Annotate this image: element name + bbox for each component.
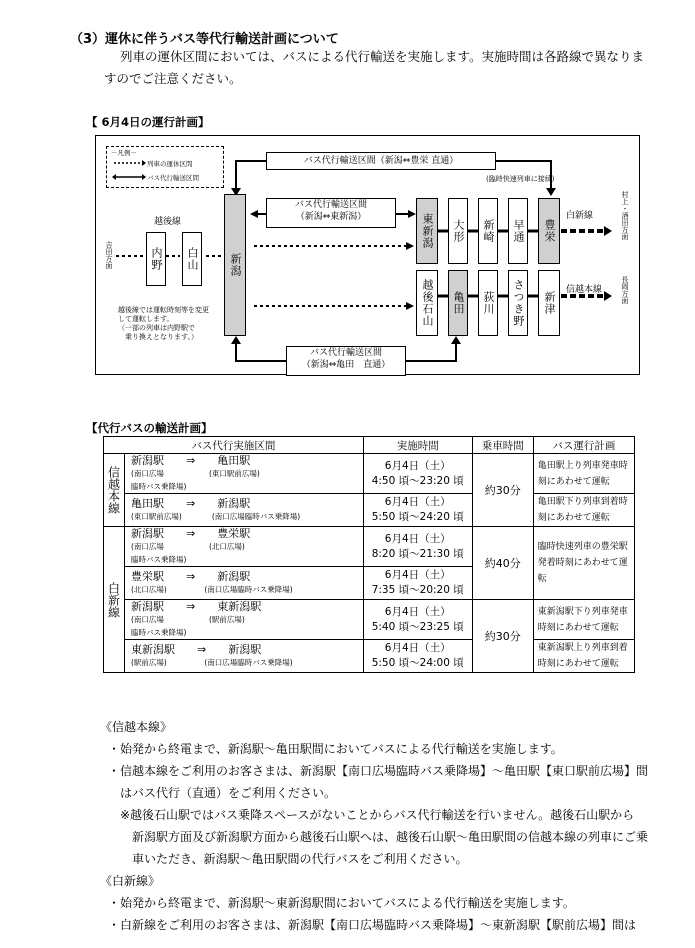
shinetsu-notes-title: 《信越本線》: [100, 720, 173, 734]
bus-table: [103, 436, 635, 673]
route-from: 豊栄駅: [131, 570, 164, 583]
extra-sub: 臨時バス乗降場): [131, 555, 187, 564]
station-niizaki: 新崎: [478, 198, 498, 264]
route-cell: [125, 640, 364, 673]
date: 6月4日（土）: [384, 459, 451, 472]
to-sub: (南口広場臨時バス乗降場): [204, 658, 293, 667]
murakami-direction: 村上・酒田方面: [621, 191, 629, 240]
station-toyosaka: 豊栄: [538, 198, 560, 264]
route-from: 亀田駅: [131, 497, 164, 510]
col-header-plan: バス運行計画: [533, 437, 634, 454]
station-hayadori: 早通: [508, 198, 528, 264]
schedule-heading: 【 6月4日の運行計画】: [86, 115, 210, 129]
station-hakusan: 白山: [182, 232, 202, 286]
plan-line: 時刻にあわせて運転: [537, 659, 619, 669]
shinetsu-note-2: ・信越本線をご利用のお客さまは、新潟駅【南口広場臨時バス乗降場】～亀田駅【東口駅前広場】間: [108, 764, 649, 778]
col-header-section: バス代行実施区間: [104, 437, 364, 454]
bottom-bus-line1: バス代行輸送区間: [309, 348, 382, 358]
table-row: [104, 454, 635, 494]
ride-cell: 約30分: [472, 600, 533, 673]
col-header-ride: 乗車時間: [472, 437, 533, 454]
time: 5:40 頃～23:25 頃: [371, 620, 464, 633]
echigo-note-4: 乗り換えとなります。）: [118, 333, 198, 341]
plan-line: 東新潟駅上り列車到着: [537, 643, 628, 653]
mid-bus-line1: バス代行輸送区間: [294, 200, 367, 210]
plan-line: 亀田駅上り列車発車時: [537, 460, 628, 471]
station-satsukino: さつき野: [508, 270, 528, 336]
arrow: ⇒: [186, 527, 196, 540]
time-cell: [363, 494, 472, 527]
echigo-note-2: して運転します。: [118, 315, 174, 323]
route-to: 東新潟駅: [217, 600, 262, 613]
to-sub: (南口広場臨時バス乗降場): [211, 512, 301, 521]
from-sub: (南口広場: [131, 469, 164, 478]
echigo-note-3: （一部の列車は内野駅で: [118, 324, 195, 332]
route-to: 新潟駅: [228, 643, 262, 656]
route-from: 東新潟駅: [131, 643, 175, 656]
route-to: 新潟駅: [217, 497, 251, 510]
table-row: [104, 527, 635, 567]
arrow: ⇒: [186, 570, 196, 583]
echigo-line-label: 越後線: [154, 217, 182, 227]
date: 6月4日（土）: [384, 496, 451, 508]
route-cell: [125, 494, 364, 527]
time-cell: [363, 454, 472, 494]
bottom-bus-label: [286, 346, 406, 376]
plan-line: 転: [537, 574, 547, 584]
table-row: [104, 494, 635, 527]
plan-cell: [533, 527, 634, 600]
shinetsu-notes: [100, 716, 648, 936]
from-sub: (南口広場: [131, 615, 164, 624]
route-to: 豊栄駅: [217, 527, 251, 540]
legend-item-bus: バス代行輸送区間: [147, 174, 199, 182]
station-ogikawa: 荻川: [478, 270, 498, 336]
from-sub: (北口広場): [131, 585, 167, 594]
date: 6月4日（土）: [384, 642, 451, 654]
from-sub: (駅前広場): [131, 658, 167, 667]
route-cell: [125, 527, 364, 567]
route-from: 新潟駅: [131, 454, 164, 467]
plan-cell: [533, 600, 634, 640]
date: 6月4日（土）: [384, 605, 451, 618]
plan-line: 刻にあわせて運転: [537, 513, 610, 523]
from-sub: (南口広場: [131, 542, 164, 551]
intro-line-1: 列車の運休区間においては、バスによる代行輸送を実施します。実施時間は各路線で異なりま: [120, 49, 645, 64]
legend-title: －凡例－: [111, 149, 137, 157]
time-cell: [363, 600, 472, 640]
time: 4:50 頃～23:20 頃: [371, 474, 464, 487]
route-cell: [125, 600, 364, 640]
arrow: ⇒: [186, 497, 196, 510]
arrow: ⇒: [186, 600, 196, 613]
to-sub: (東口駅前広場): [208, 469, 260, 478]
intro-line-2: すのでご注意ください。: [104, 71, 242, 86]
shinetsu-note-4: ※越後石山駅ではバス乗降スペースがないことからバス代行輸送を行いません。越後石山駅から: [108, 808, 635, 822]
extra-sub: 臨時バス乗降場): [131, 482, 187, 491]
route-from: 新潟駅: [131, 600, 164, 613]
plan-line: 東新潟駅下り列車発車: [537, 606, 628, 617]
shinetsu-line-label: 信越本線: [566, 285, 603, 295]
extra-sub: 臨時バス乗降場): [131, 628, 187, 637]
ride-cell: 約40分: [472, 527, 533, 600]
shinetsu-note-3: はバス代行（直通）をご利用ください。: [108, 786, 337, 800]
echigo-note: [118, 306, 209, 342]
line-shinetsu: 信越本線: [104, 454, 125, 527]
to-sub: (駅前広場): [208, 615, 245, 624]
to-sub: (南口広場臨時バス乗降場): [204, 585, 293, 594]
time: 5:50 頃～24:20 頃: [371, 511, 464, 523]
route-to: 亀田駅: [217, 454, 251, 467]
nagaoka-direction: 長岡方面: [621, 276, 629, 304]
route-cell: [125, 454, 364, 494]
table-header-row: [104, 437, 635, 454]
plan-cell: [533, 454, 634, 494]
shinetsu-note-1: ・始発から終電まで、新潟駅～亀田駅間においてバスによる代行輸送を実施します。: [108, 742, 563, 756]
station-uchino: 内野: [146, 232, 166, 286]
legend-item-suspended: 列車の運休区間: [147, 160, 193, 168]
route-cell: [125, 567, 364, 600]
route-from: 新潟駅: [131, 527, 164, 540]
mid-bus-line2: （新潟⇔東新潟）: [295, 212, 367, 222]
echigo-note-1: 越後線では運転時刻等を変更: [118, 306, 209, 314]
from-sub: (東口駅前広場): [131, 512, 182, 521]
station-higashiniigata: 東新潟: [416, 198, 438, 264]
station-echigoishiyama: 越後石山: [416, 270, 438, 336]
bus-heading: 【代行バスの輸送計画】: [86, 421, 213, 435]
route-to: 新潟駅: [217, 570, 251, 583]
plan-cell: [533, 640, 634, 673]
hakushin-note-2: ・白新線をご利用のお客さまは、新潟駅【南口広場臨時バス乗降場】～東新潟駅【駅前広場】間は: [108, 918, 637, 932]
line-hakushin: 白新線: [104, 527, 125, 673]
station-niitsu: 新津: [538, 270, 560, 336]
bottom-bus-line2: （新潟⇔亀田 直通）: [301, 360, 391, 370]
rapid-note: (臨時快速列車に接続): [486, 175, 555, 183]
plan-cell: [533, 494, 634, 527]
table-row: [104, 640, 635, 673]
shinetsu-note-5: 新潟駅方面及び新潟駅方面から越後石山駅へは、越後石山駅～亀田駅間の信越本線の列車にご乗: [108, 830, 649, 844]
plan-line: 時刻にあわせて運転: [537, 622, 619, 633]
time: 8:20 頃～21:30 頃: [371, 547, 464, 560]
date: 6月4日（土）: [384, 532, 451, 545]
plan-line: 刻にあわせて運転: [537, 476, 610, 487]
hakushin-notes-title: 《白新線》: [100, 874, 161, 888]
station-niigata: 新潟: [224, 194, 246, 336]
table-row: [104, 600, 635, 640]
date: 6月4日（土）: [384, 569, 451, 581]
plan-line: 発着時刻にあわせて運: [537, 558, 628, 568]
hakushin-note-1: ・始発から終電まで、新潟駅～東新潟駅間においてバスによる代行輸送を実施します。: [108, 896, 575, 910]
arrow: ⇒: [197, 643, 207, 656]
shinetsu-note-6: 車いただき、新潟駅～亀田駅間の代行バスをご利用ください。: [108, 852, 468, 866]
mid-bus-label: [266, 198, 396, 228]
plan-line: 臨時快速列車の豊栄駅: [537, 542, 628, 552]
time-cell: [363, 640, 472, 673]
station-kameda: 亀田: [448, 270, 468, 336]
route-diagram: [95, 135, 640, 375]
section-title: （3）運休に伴うバス等代行輸送計画について: [70, 32, 339, 47]
time: 7:35 頃～20:20 頃: [371, 584, 464, 596]
station-ogata: 大形: [448, 198, 468, 264]
col-header-time: 実施時間: [363, 437, 472, 454]
to-sub: (北口広場): [208, 542, 245, 551]
top-bus-label: バス代行輸送区間（新潟⇔豊栄 直通）: [266, 152, 496, 170]
arrow: ⇒: [186, 454, 196, 467]
ride-cell: 約30分: [472, 454, 533, 527]
plan-line: 亀田駅下り列車到着時: [537, 497, 628, 507]
time: 5:50 頃～24:00 頃: [371, 657, 464, 669]
hakushin-line-label: 白新線: [566, 211, 594, 221]
time-cell: [363, 527, 472, 567]
yoshida-direction: 吉田方面: [105, 241, 113, 269]
time-cell: [363, 567, 472, 600]
